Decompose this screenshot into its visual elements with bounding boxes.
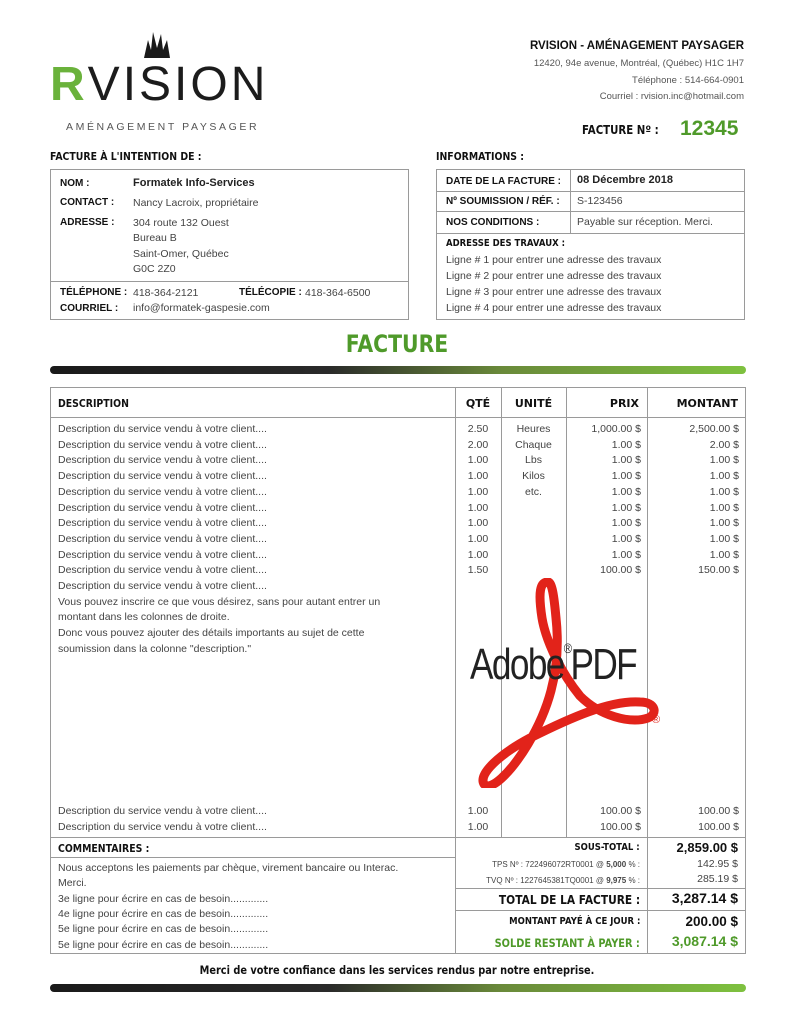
cell-amount: 1.00 $ (709, 517, 739, 530)
cell-price: 1.00 $ (611, 532, 641, 545)
cell-amount: 100.00 $ (698, 821, 739, 833)
table-row (0, 803, 794, 819)
company-email: Courriel : rvision.inc@hotmail.com (599, 91, 744, 102)
divider (50, 857, 455, 858)
grass-leaf-icon (142, 30, 172, 58)
tvq-label: TVQ Nº : 1227645381TQ0001 @ 9,975 % : (486, 876, 640, 885)
client-address-line: 304 route 132 Ouest (133, 217, 229, 229)
client-address-line: Bureau B (133, 232, 177, 244)
comment-line: 5e ligne pour écrire en cas de besoin............. (58, 923, 269, 935)
cell-amount (647, 609, 739, 625)
cell-qty: 1.00 (467, 470, 489, 483)
table-row (0, 562, 794, 578)
client-fax: 418-364-6500 (305, 287, 371, 299)
cell-description: Description du service vendu à votre client.... (58, 805, 267, 817)
client-email-label: COURRIEL : (60, 303, 119, 314)
registered-mark: ® (652, 714, 661, 726)
subtotal-label: SOUS-TOTAL : (574, 842, 640, 853)
info-section-title: INFORMATIONS : (436, 150, 525, 163)
client-section-title: FACTURE À L'INTENTION DE : (50, 150, 202, 163)
cell-qty: 1.00 (467, 532, 489, 545)
cell-description: montant dans les colonnes de droite. (58, 611, 230, 624)
divider (455, 910, 746, 911)
table-row (0, 421, 794, 437)
invoice-date-label: DATE DE LA FACTURE : (446, 176, 561, 187)
cell-unit (501, 819, 566, 835)
cell-qty: 1.00 (467, 805, 489, 817)
table-row (0, 484, 794, 500)
cell-amount: 2,500.00 $ (689, 423, 739, 435)
cell-price: 1.00 $ (611, 501, 641, 514)
cell-unit (501, 500, 566, 516)
cell-unit: Lbs (525, 454, 542, 467)
works-address-line: Ligne # 2 pour entrer une adresse des travaux (446, 270, 662, 282)
works-address-line: Ligne # 4 pour entrer une adresse des travaux (446, 302, 662, 314)
cell-amount (647, 594, 739, 610)
client-address-line: Saint-Omer, Québec (133, 248, 229, 260)
cell-unit (501, 515, 566, 531)
thank-you-message: Merci de votre confiance dans les services rendus par notre entreprise. (199, 963, 595, 977)
cell-amount (647, 625, 739, 641)
column-header-description: DESCRIPTION (58, 397, 129, 410)
cell-amount: 150.00 $ (698, 564, 739, 577)
cell-qty: 1.00 (467, 454, 489, 467)
document-title: FACTURE (345, 330, 449, 358)
cell-amount (647, 641, 739, 657)
cell-amount: 1.00 $ (709, 454, 739, 467)
cell-description: Donc vous pouvez ajouter des détails importants au sujet de cette (58, 627, 365, 640)
client-address-line: G0C 2Z0 (133, 263, 176, 275)
comment-line: 4e ligne pour écrire en cas de besoin............. (58, 908, 269, 920)
client-name-label: NOM : (60, 178, 90, 189)
cell-description: Description du service vendu à votre client.... (58, 470, 267, 483)
cell-price: 1.00 $ (611, 438, 641, 451)
gradient-bar (50, 984, 746, 992)
cell-amount: 2.00 $ (709, 438, 739, 451)
cell-unit: Chaque (515, 438, 552, 451)
column-header-qty: QTÉ (465, 397, 491, 410)
cell-amount: 1.00 $ (709, 470, 739, 483)
adobe-text: Adobe (470, 640, 564, 689)
cell-price: 100.00 $ (600, 564, 641, 577)
balance-label: SOLDE RESTANT À PAYER : (494, 936, 640, 950)
cell-unit (501, 547, 566, 563)
cell-price: 1.00 $ (611, 548, 641, 561)
cell-price: 100.00 $ (600, 805, 641, 817)
cell-price: 1.00 $ (611, 517, 641, 530)
cell-qty: 1.00 (467, 821, 489, 833)
company-name: RVISION - AMÉNAGEMENT PAYSAGER (529, 40, 744, 52)
table-row (0, 500, 794, 516)
cell-description: Description du service vendu à votre client.... (58, 548, 267, 561)
cell-description: Description du service vendu à votre client.... (58, 517, 267, 530)
registered-mark: ® (563, 640, 571, 656)
table-row (0, 609, 794, 625)
table-footer-divider (50, 837, 746, 838)
cell-qty: 1.00 (467, 548, 489, 561)
cell-price: 1.00 $ (611, 454, 641, 467)
client-fax-label: TÉLÉCOPIE : (239, 287, 302, 298)
cell-unit: Kilos (522, 470, 545, 483)
cell-amount: 100.00 $ (698, 805, 739, 817)
pdf-text: PDF (570, 640, 637, 689)
cell-qty: 1.00 (467, 517, 489, 530)
cell-unit: Heures (516, 423, 551, 435)
tps-label: TPS Nº : 722496072RT0001 @ 5,000 % : (492, 860, 640, 869)
table-row (0, 515, 794, 531)
divider (455, 888, 746, 889)
divider (436, 191, 745, 192)
cell-amount: 1.00 $ (709, 548, 739, 561)
column-header-price: PRIX (609, 397, 639, 410)
cell-description: Description du service vendu à votre client.... (58, 501, 267, 514)
cell-description: soumission dans la colonne "description." (58, 642, 252, 655)
table-row (0, 819, 794, 835)
cell-unit: etc. (525, 485, 542, 498)
client-name: Formatek Info-Services (133, 177, 255, 189)
cell-unit (501, 531, 566, 547)
cell-description: Description du service vendu à votre client.... (58, 821, 267, 833)
gradient-bar (50, 366, 746, 374)
table-row (0, 452, 794, 468)
cell-description: Description du service vendu à votre client.... (58, 580, 267, 592)
adobe-pdf-logo (470, 578, 660, 788)
reference-label: Nº SOUMISSION / RÉF. : (446, 196, 560, 207)
logo-tagline: AMÉNAGEMENT PAYSAGER (66, 121, 260, 133)
table-row (0, 531, 794, 547)
conditions-label: NOS CONDITIONS : (446, 217, 540, 228)
company-logo-wordmark: RVISION (50, 58, 269, 111)
comment-line: Nous acceptons les paiements par chèque, virement bancaire ou Interac. (58, 862, 399, 874)
cell-qty: 1.00 (467, 501, 489, 514)
comments-title: COMMENTAIRES : (58, 842, 150, 855)
subtotal-value: 2,859.00 $ (676, 840, 738, 855)
table-row (0, 468, 794, 484)
client-contact-label: CONTACT : (60, 197, 115, 208)
client-phone: 418-364-2121 (133, 287, 199, 299)
table-row (0, 641, 794, 657)
client-phone-label: TÉLÉPHONE : (60, 287, 128, 298)
cell-unit (501, 562, 566, 578)
total-label: TOTAL DE LA FACTURE : (498, 892, 640, 907)
tvq-value: 285.19 $ (697, 873, 738, 885)
works-address-line: Ligne # 3 pour entrer une adresse des travaux (446, 286, 662, 298)
cell-description: Description du service vendu à votre client.... (58, 532, 267, 545)
cell-description: Description du service vendu à votre client.... (58, 454, 267, 467)
column-header-amount: MONTANT (676, 397, 738, 410)
column-header-unit: UNITÉ (514, 397, 553, 410)
client-address-label: ADRESSE : (60, 217, 115, 228)
table-row (0, 547, 794, 563)
cell-description: Vous pouvez inscrire ce que vous désirez, sans pour autant entrer un (58, 595, 381, 608)
paid-label: MONTANT PAYÉ À CE JOUR : (508, 916, 640, 927)
cell-qty: 1.00 (467, 485, 489, 498)
comment-line: 3e ligne pour écrire en cas de besoin............. (58, 893, 269, 905)
works-address-line: Ligne # 1 pour entrer une adresse des travaux (446, 254, 662, 266)
cell-qty: 2.00 (467, 438, 489, 451)
comment-line: 5e ligne pour écrire en cas de besoin............. (58, 939, 269, 951)
client-contact: Nancy Lacroix, propriétaire (133, 197, 259, 209)
cell-description: Description du service vendu à votre client.... (58, 423, 267, 435)
tps-value: 142.95 $ (697, 858, 738, 870)
balance-value: 3,087.14 $ (671, 933, 738, 949)
divider (455, 837, 456, 954)
table-row (0, 578, 794, 594)
cell-amount: 1.00 $ (709, 485, 739, 498)
cell-price: 1.00 $ (611, 470, 641, 483)
reference-number: S-123456 (577, 195, 623, 207)
cell-description: Description du service vendu à votre client.... (58, 485, 267, 498)
table-header-divider (50, 417, 746, 418)
divider (570, 169, 571, 233)
invoice-number-label: FACTURE Nº : (582, 123, 659, 137)
divider (436, 211, 745, 212)
cell-amount: 1.00 $ (709, 501, 739, 514)
works-address-label: ADRESSE DES TRAVAUX : (446, 238, 566, 249)
comment-line: Merci. (58, 877, 87, 889)
divider (50, 281, 409, 282)
cell-price: 1,000.00 $ (591, 423, 641, 435)
table-row (0, 437, 794, 453)
cell-qty: 2.50 (467, 423, 489, 435)
cell-amount: 1.00 $ (709, 532, 739, 545)
total-value: 3,287.14 $ (671, 890, 738, 906)
cell-description: Description du service vendu à votre client.... (58, 438, 267, 451)
cell-price: 1.00 $ (611, 485, 641, 498)
client-email: info@formatek-gaspesie.com (133, 302, 270, 314)
cell-qty: 1.50 (467, 564, 489, 577)
paid-value: 200.00 $ (685, 914, 738, 929)
cell-description: Description du service vendu à votre client.... (58, 564, 267, 577)
company-phone: Téléphone : 514-664-0901 (632, 75, 744, 86)
cell-unit (501, 803, 566, 819)
table-row (0, 594, 794, 610)
invoice-date: 08 Décembre 2018 (577, 174, 674, 186)
invoice-number: 12345 (680, 117, 739, 140)
divider (436, 233, 745, 234)
table-row (0, 625, 794, 641)
company-address: 12420, 94e avenue, Montréal, (Québec) H1C 1H7 (533, 58, 744, 69)
payment-conditions: Payable sur réception. Merci. (577, 216, 713, 228)
cell-amount (647, 578, 739, 594)
cell-price: 100.00 $ (600, 821, 641, 833)
